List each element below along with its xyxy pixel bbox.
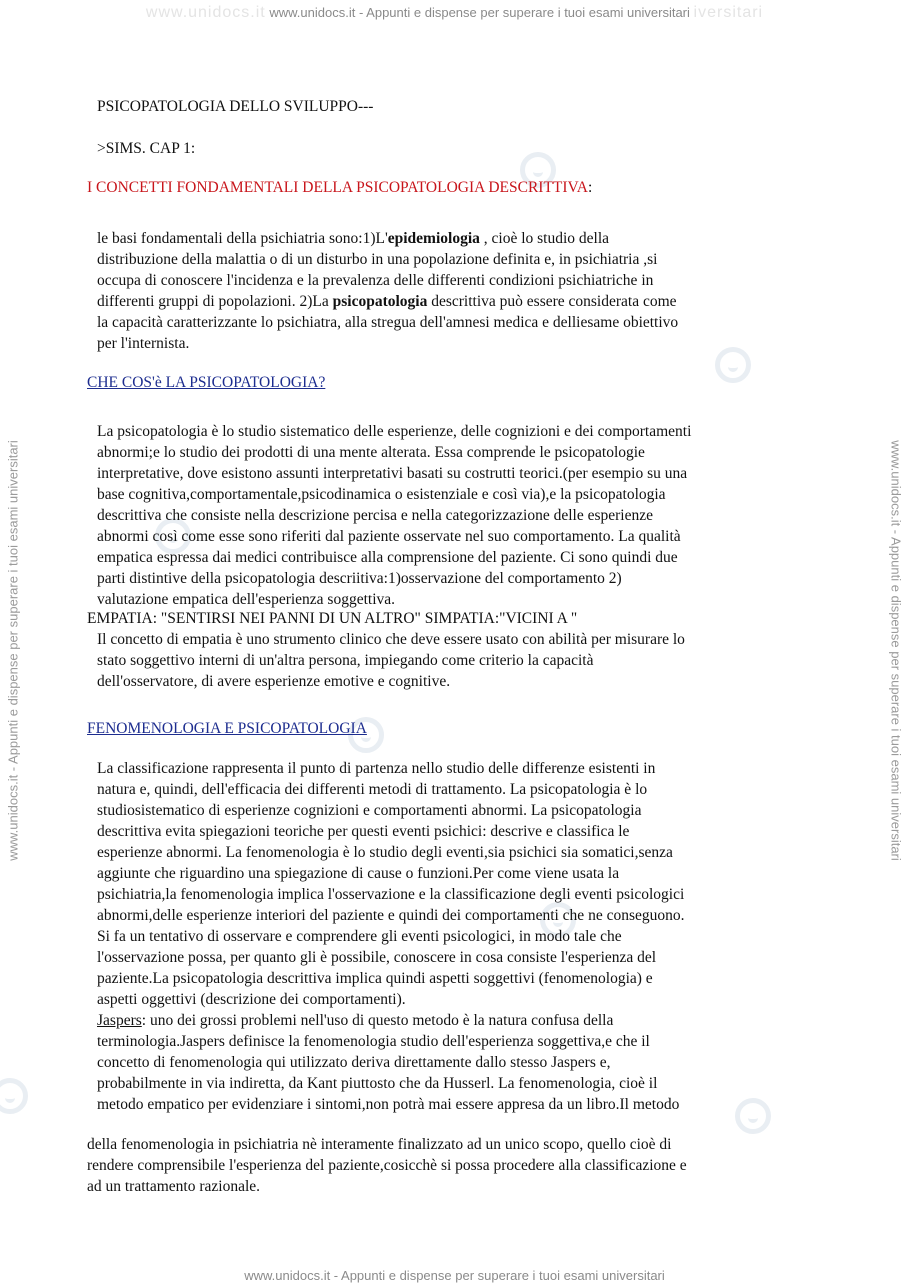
text-run: : uno dei grossi problemi nell'uso di questo metodo è la natura confusa della — [141, 1012, 614, 1029]
paragraph-line: parti distintive della psicopatologia descriitiva:1)osservazione del comportamento 2) — [97, 570, 622, 587]
bold-term-psicopatologia: psicopatologia — [332, 293, 428, 310]
section-heading-suffix: : — [587, 179, 593, 196]
paragraph-line: l'osservazione possa, per quanto gli è possibile, conoscere in cosa consiste l'esperienza del — [97, 949, 657, 966]
bold-term-epidemiologia: epidemiologia — [387, 230, 480, 247]
paragraph-line: empatica espressa dai medici contribuisce alla comprensione del paziente. Ci sono quindi due — [97, 549, 678, 566]
watermark-faint-right: iversitari — [693, 4, 764, 21]
paragraph-line: abnormi;e lo studio dei prodotti di una mente alterata. Essa comprende le psicopatologie — [97, 444, 645, 461]
paragraph-line: La classificazione rappresenta il punto di partenza nello studio delle differenze esistenti in — [97, 760, 656, 777]
paragraph-line: probabilmente in via indiretta, da Kant piuttosto che da Husserl. La fenomenologia, cioè il — [97, 1075, 658, 1092]
watermark-header — [0, 4, 909, 22]
paragraph-line: paziente.La psicopatologia descrittiva implica quindi aspetti soggettivi (fenomenologia) e — [97, 970, 653, 987]
paragraph-line: interpretative, dove esistono assunti interpretativi basati su costrutti teorici.(per esempio su una — [97, 465, 688, 482]
section-heading-che-cose: CHE COS'è LA PSICOPATOLOGIA? — [87, 374, 326, 391]
paragraph-line: base cognitiva,comportamentale,psicodinamica o esistenziale e così via),e la psicopatologia — [97, 486, 666, 503]
paragraph-line — [97, 228, 609, 249]
text-run: descrittiva può essere considerata come — [427, 293, 677, 310]
watermark-header-text: www.unidocs.it - Appunti e dispense per superare i tuoi esami universitari — [269, 5, 690, 20]
paragraph-line: Si fa un tentativo di osservare e comprendere gli eventi psicologici, in modo tale che — [97, 928, 622, 945]
paragraph-line: valutazione empatica dell'esperienza soggettiva. — [97, 591, 396, 608]
text-run: le basi fondamentali della psichiatria sono:1)L' — [97, 230, 388, 247]
paragraph-line: metodo empatico per evidenziare i sintomi,non potrà mai essere appresa da un libro.Il metodo — [97, 1096, 680, 1113]
watermark-logo-icon — [715, 347, 751, 383]
section-heading-text: I CONCETTI FONDAMENTALI DELLA PSICOPATOLOGIA DESCRITTIVA — [87, 179, 588, 196]
paragraph-line: rendere comprensibile l'esperienza del paziente,cosicchè si possa procedere alla classificazione e — [87, 1157, 687, 1174]
paragraph-line: aspetti oggettivi (descrizione dei comportamenti). — [97, 991, 406, 1008]
watermark-footer-text: www.unidocs.it - Appunti e dispense per superare i tuoi esami universitari — [244, 1268, 665, 1283]
paragraph-line: La psicopatologia è lo studio sistematico delle esperienze, delle cognizioni e dei comportamenti — [97, 423, 692, 440]
jaspers-label: Jaspers — [97, 1012, 142, 1029]
section-heading-concetti — [87, 177, 592, 198]
paragraph-line: natura e, quindi, dell'efficacia dei differenti metodi di trattamento. La psicopatologia è lo — [97, 781, 648, 798]
paragraph-line: per l'internista. — [97, 335, 190, 352]
paragraph-line: stato soggettivo interni di un'altra persona, impiegando come criterio la capacità — [97, 652, 594, 669]
paragraph-line: psichiatria,la fenomenologia implica l'osservazione e la classificazione degli eventi psicologici — [97, 886, 685, 903]
paragraph-line: distribuzione della malattia o di un disturbo in una popolazione definita e, in psichiatria ,si — [97, 251, 658, 268]
watermark-side-left: www.unidocs.it - Appunti e dispense per superare i tuoi esami universitari — [5, 440, 21, 861]
paragraph-line — [97, 1010, 613, 1031]
text-run: differenti gruppi di popolazioni. 2)La — [97, 293, 333, 310]
watermark-faint-left: www.unidocs.it — [145, 4, 266, 21]
paragraph-line: terminologia.Jaspers definisce la fenomenologia studio dell'esperienza soggettiva,e che il — [97, 1033, 650, 1050]
text-run: , cioè lo studio della — [479, 230, 610, 247]
document-subtitle: >SIMS. CAP 1: — [97, 140, 196, 157]
paragraph-line: abnormi così come esse sono riferiti dal paziente osservate nel suo comportamento. La qualità — [97, 528, 681, 545]
section-heading-fenomenologia: FENOMENOLOGIA E PSICOPATOLOGIA — [87, 720, 367, 737]
paragraph-line: concetto di fenomenologia qui utilizzato deriva direttamente dallo stesso Jaspers e, — [97, 1054, 611, 1071]
paragraph-line: occupa di conoscere l'incidenza e la prevalenza delle differenti condizioni psichiatriche in — [97, 272, 654, 289]
paragraph-line: dell'osservatore, di avere esperienze emotive e cognitive. — [97, 673, 451, 690]
watermark-footer — [0, 1268, 909, 1283]
paragraph-line: ad un trattamento razionale. — [87, 1178, 261, 1195]
paragraph-line — [97, 291, 677, 312]
watermark-side-right: www.unidocs.it - Appunti e dispense per superare i tuoi esami universitari — [888, 440, 904, 861]
paragraph-line: descrittiva che consiste nella descrizione percisa e nella categorizzazione delle esperienze — [97, 507, 653, 524]
paragraph-line: Il concetto di empatia è uno strumento clinico che deve essere usato con abilità per misurare lo — [97, 631, 685, 648]
watermark-logo-icon — [0, 1078, 28, 1114]
paragraph-line: abnormi,delle esperienze interiori del paziente e quindi dei comportamenti che ne conseguono. — [97, 907, 685, 924]
paragraph-line: aggiunte che riguardino una spiegazione di cause o funzioni.Per come viene usata la — [97, 865, 620, 882]
empathy-definition: EMPATIA: "SENTIRSI NEI PANNI DI UN ALTRO" SIMPATIA:"VICINI A " — [87, 610, 578, 627]
paragraph-line: della fenomenologia in psichiatria nè interamente finalizzato ad un unico scopo, quello cioè di — [87, 1136, 672, 1153]
paragraph-line: descrittiva evita spiegazioni teoriche per questi eventi psichici: descrive e classifica le — [97, 823, 630, 840]
paragraph-line: studiosistematico di esperienze cognizioni e comportamenti abnormi. La psicopatologia — [97, 802, 642, 819]
paragraph-line: esperienze abnormi. La fenomenologia è lo studio degli eventi,sia psichici sia somatici,senza — [97, 844, 673, 861]
watermark-logo-icon — [735, 1098, 771, 1134]
document-title: PSICOPATOLOGIA DELLO SVILUPPO--- — [97, 98, 374, 115]
paragraph-line: la capacità caratterizzante lo psichiatra, alla stregua dell'amnesi medica e delliesame obiettivo — [97, 314, 679, 331]
